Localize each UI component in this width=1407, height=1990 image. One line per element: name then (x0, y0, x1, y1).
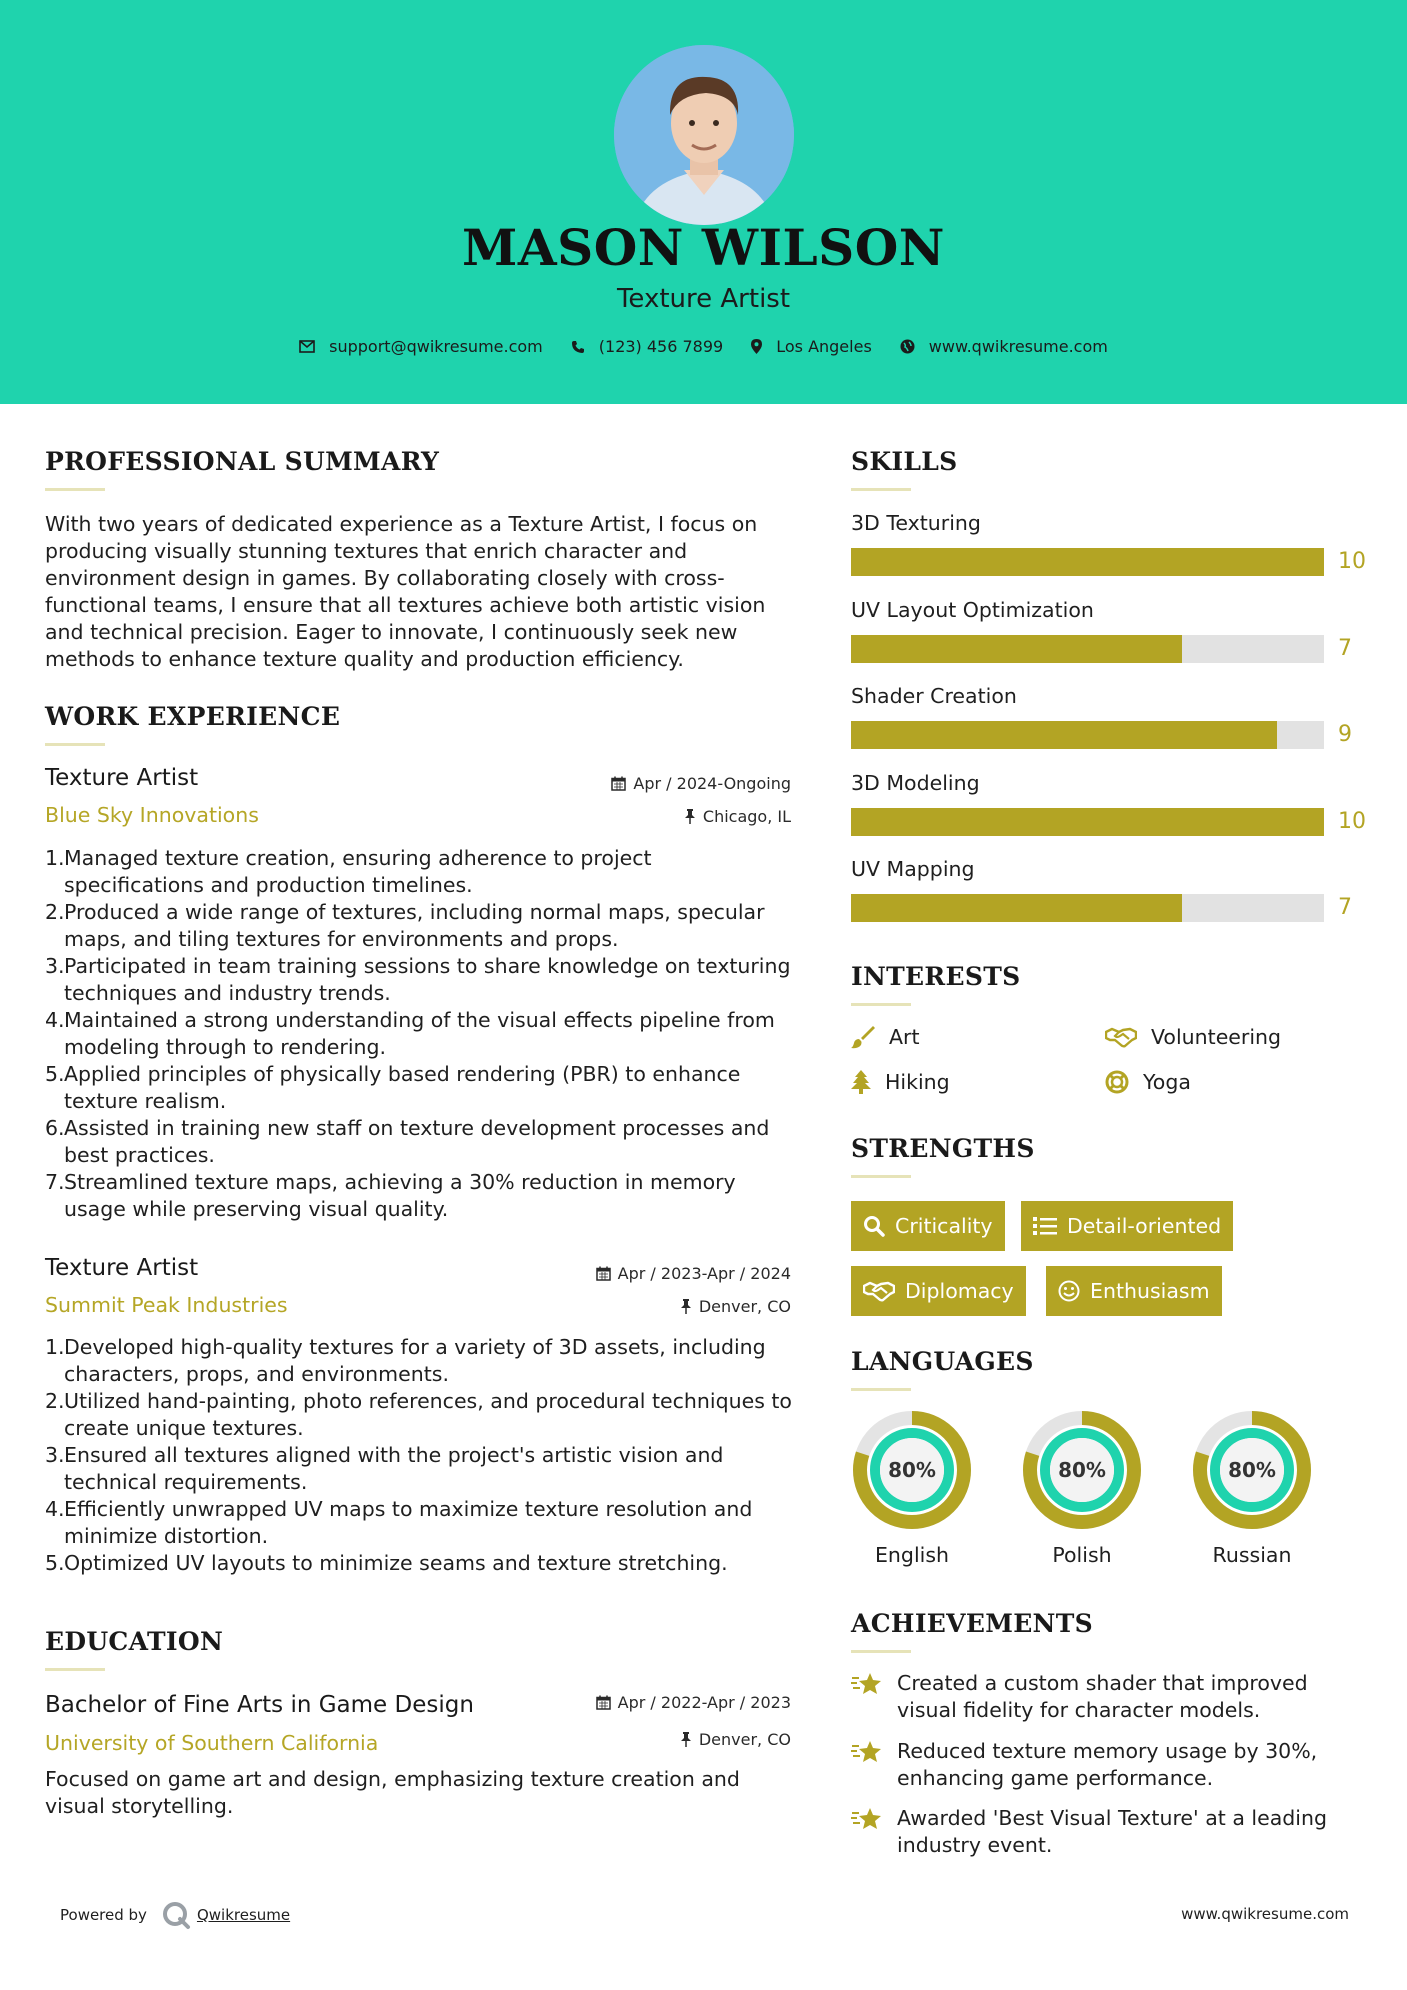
education-location-text: Denver, CO (698, 1730, 791, 1749)
language-label: English (874, 1543, 950, 1567)
contact-email[interactable] (299, 337, 543, 356)
skill-bar-fill (851, 635, 1182, 663)
skill-label: UV Layout Optimization (851, 597, 1094, 622)
skill-bar-track (851, 721, 1324, 749)
list-icon (1033, 1216, 1057, 1236)
degree-title: Bachelor of Fine Arts in Game Design (45, 1692, 474, 1718)
language-label: Polish (1052, 1543, 1112, 1567)
pushpin-icon (684, 809, 696, 824)
job-dates-text: Apr / 2023-Apr / 2024 (617, 1264, 791, 1283)
skill-label: 3D Texturing (851, 511, 981, 535)
list-item: 3. Participated in team training sessions to share knowledge on texturing techniques and industry trends. (45, 954, 791, 1005)
calendar-icon (596, 1695, 611, 1710)
strength-diplomacy: Diplomacy (851, 1266, 1026, 1316)
skill-bar-track (851, 635, 1324, 663)
map-pin-icon (751, 339, 762, 354)
achievement-item: Reduced texture memory usage by 30%, enhancing game performance. (851, 1738, 1371, 1792)
job-title: Texture Artist (45, 765, 199, 791)
phone-text: (123) 456 7899 (598, 337, 724, 356)
job-company: Blue Sky Innovations (45, 803, 259, 827)
education-text: Focused on game art and design, emphasizing texture creation and visual storytelling. (45, 1767, 740, 1818)
list-item: 6. Assisted in training new staff on texture development processes and best practices. (45, 1116, 770, 1167)
contact-website[interactable] (900, 337, 1108, 356)
email-text: support@qwikresume.com (329, 337, 543, 356)
candidate-name: MASON WILSON (462, 218, 945, 277)
skill-bar-fill (851, 721, 1277, 749)
strength-detail-oriented: Detail-oriented (1021, 1201, 1233, 1251)
contact-location (751, 337, 872, 356)
interests-divider (851, 1003, 911, 1006)
school-name: University of Southern California (45, 1731, 379, 1755)
list-item: 5. Applied principles of physically based rendering (PBR) to enhance texture realism. (45, 1062, 741, 1113)
strength-criticality: Criticality (851, 1201, 1005, 1251)
interest-volunteering: Volunteering (1105, 1025, 1281, 1049)
skill-bar-fill (851, 894, 1182, 922)
list-item: 7. Streamlined texture maps, achieving a 30% reduction in memory usage while preserving visual quality. (45, 1170, 736, 1221)
language-label: Russian (1212, 1543, 1292, 1567)
footer-website[interactable]: www.qwikresume.com (1181, 1905, 1349, 1923)
contact-bar (0, 337, 1407, 356)
job-location (500, 1297, 791, 1316)
education-heading: EDUCATION (45, 1627, 224, 1656)
qwikresume-link[interactable]: Qwikresume (196, 1906, 291, 1924)
skill-bar-fill (851, 808, 1324, 836)
pushpin-icon (680, 1732, 692, 1747)
skill-bar-track (851, 548, 1324, 576)
languages-divider (851, 1388, 911, 1391)
powered-by-text: Powered by (60, 1906, 147, 1924)
job-duties-list (45, 845, 795, 1223)
contact-phone[interactable] (571, 337, 723, 356)
job-location (500, 807, 791, 826)
paintbrush-icon (851, 1025, 875, 1049)
achievement-item: Created a custom shader that improved visual fidelity for character models. (851, 1670, 1371, 1724)
resume-header (0, 0, 1407, 404)
interest-art: Art (851, 1025, 920, 1049)
pushpin-icon (680, 1299, 692, 1314)
language-donut (851, 1409, 973, 1531)
strengths-divider (851, 1175, 911, 1178)
job-location-text: Chicago, IL (702, 807, 791, 826)
achievement-item: Awarded 'Best Visual Texture' at a leading industry event. (851, 1805, 1371, 1859)
skill-bar-fill (851, 548, 1324, 576)
phone-icon (571, 340, 585, 354)
experience-heading: WORK EXPERIENCE (45, 702, 341, 731)
tree-icon (851, 1070, 871, 1094)
language-donut (1191, 1409, 1313, 1531)
list-item: 3. Ensured all textures aligned with the project's artistic vision and technical requirements. (45, 1443, 724, 1494)
strength-enthusiasm: Enthusiasm (1046, 1266, 1222, 1316)
job-company: Summit Peak Industries (45, 1293, 288, 1317)
skill-value: 10 (1338, 808, 1366, 834)
achievements-heading: ACHIEVEMENTS (851, 1609, 1093, 1638)
calendar-icon (596, 1266, 611, 1281)
skill-bar-track (851, 808, 1324, 836)
calendar-icon (611, 776, 626, 791)
language-donut (1021, 1409, 1143, 1531)
interests-heading: INTERESTS (851, 962, 1021, 991)
education-location (500, 1730, 791, 1749)
experience-divider (45, 743, 105, 746)
qwikresume-logo-icon (161, 1900, 191, 1930)
job-title: Texture Artist (45, 1255, 199, 1281)
job-dates (500, 774, 791, 793)
summary-text: With two years of dedicated experience as a Texture Artist, I focus on producing visually stunning textures that enrich character and environment design in games. By collaborating closely with cross-functional teams, I ensure that all textures achieve both artistic vision and technical precision. Eager to innovate, I continuously seek new methods to enhance texture quality and production efficiency. (45, 512, 766, 671)
interest-yoga: Yoga (1105, 1070, 1191, 1094)
job-dates-text: Apr / 2024-Ongoing (633, 774, 791, 793)
list-item: 4. Efficiently unwrapped UV maps to maximize texture resolution and minimize distortion. (45, 1497, 753, 1548)
job-location-text: Denver, CO (698, 1297, 791, 1316)
list-item: 4. Maintained a strong understanding of the visual effects pipeline from modeling through to rendering. (45, 1008, 775, 1059)
skill-value: 7 (1338, 895, 1352, 920)
skill-value: 9 (1338, 722, 1352, 747)
education-divider (45, 1668, 105, 1671)
skills-heading: SKILLS (851, 447, 958, 476)
list-item: 1. Developed high-quality textures for a variety of 3D assets, including characters, props, and environments. (45, 1335, 766, 1386)
profile-photo (614, 45, 794, 225)
skill-label: UV Mapping (851, 857, 975, 881)
location-text: Los Angeles (776, 337, 872, 356)
skill-value: 10 (1338, 549, 1366, 574)
skill-label: Shader Creation (851, 684, 1017, 708)
avatar (614, 45, 794, 225)
languages-heading: LANGUAGES (851, 1347, 1034, 1376)
search-icon (863, 1215, 885, 1237)
globe-icon (900, 339, 915, 354)
candidate-role: Texture Artist (616, 284, 791, 314)
website-text: www.qwikresume.com (928, 337, 1108, 356)
job-duties-list (45, 1334, 795, 1577)
strengths-heading: STRENGTHS (851, 1134, 1035, 1163)
donut-percent-label: 80% (1058, 1458, 1106, 1482)
skills-divider (851, 488, 911, 491)
list-item: 2. Utilized hand-painting, photo references, and procedural techniques to create unique textures. (45, 1389, 792, 1440)
powered-by (60, 1900, 290, 1930)
summary-divider (45, 488, 105, 491)
list-item: 5. Optimized UV layouts to minimize seams and texture stretching. (45, 1551, 728, 1575)
donut-percent-label: 80% (1228, 1458, 1276, 1482)
handshake-icon (863, 1280, 895, 1302)
list-item: 1. Managed texture creation, ensuring adherence to project specifications and production timelines. (45, 846, 652, 897)
skill-value: 7 (1338, 635, 1352, 661)
interest-hiking: Hiking (851, 1070, 950, 1094)
trophy-star-icon (851, 1738, 883, 1766)
achievements-divider (851, 1650, 911, 1653)
smile-icon (1058, 1280, 1080, 1302)
handshake-icon (1105, 1026, 1137, 1048)
job-dates (500, 1264, 791, 1283)
skill-bar-track (851, 894, 1324, 922)
summary-heading: PROFESSIONAL SUMMARY (45, 447, 440, 476)
education-dates-text: Apr / 2022-Apr / 2023 (617, 1693, 791, 1712)
lifering-icon (1105, 1070, 1129, 1094)
donut-percent-label: 80% (888, 1458, 936, 1482)
education-dates (500, 1693, 791, 1712)
envelope-icon (299, 340, 315, 353)
trophy-star-icon (851, 1805, 883, 1833)
trophy-star-icon (851, 1670, 883, 1698)
list-item: 2. Produced a wide range of textures, including normal maps, specular maps, and tiling textures for environments and props. (45, 900, 765, 951)
skill-label: 3D Modeling (851, 770, 980, 795)
